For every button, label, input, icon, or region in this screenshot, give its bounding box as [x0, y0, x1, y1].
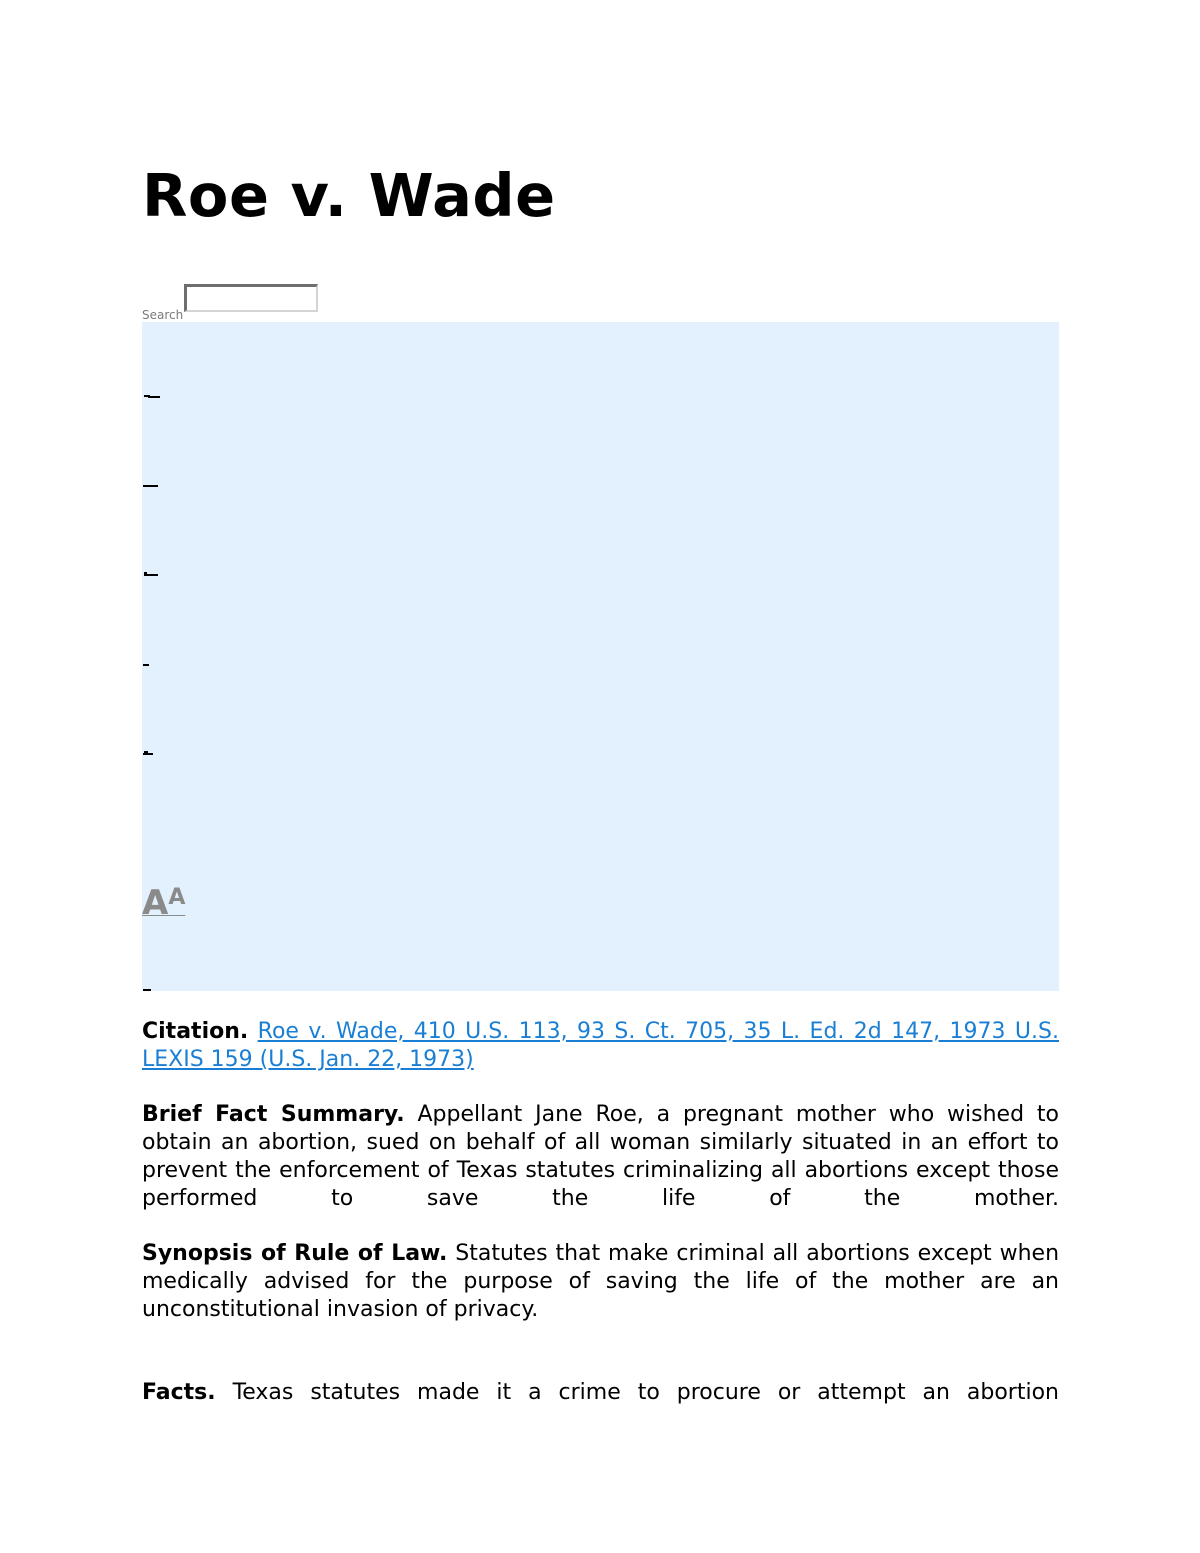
- citation-link[interactable]: Roe v. Wade, 410 U.S. 113, 93 S. Ct. 705, 35 L. Ed. 2d 147, 1973 U.S. LEXIS 159 (U.S. Jan. 22, 1973): [142, 1019, 1059, 1072]
- page-title: Roe v. Wade: [142, 161, 556, 230]
- brief-fact-summary-paragraph: [142, 1101, 1059, 1213]
- toolbar-panel: [142, 322, 1059, 991]
- font-size-icon[interactable]: [142, 878, 185, 929]
- search-label: Search: [142, 308, 184, 322]
- facts-paragraph: [142, 1379, 1059, 1407]
- citation-paragraph: [142, 1018, 1059, 1074]
- synopsis-paragraph: [142, 1240, 1059, 1324]
- font-size-small-glyph: A: [168, 885, 186, 910]
- citation-label: Citation.: [142, 1019, 249, 1044]
- search-input[interactable]: [184, 284, 318, 312]
- synopsis-text: Statutes that make criminal all abortions except when medically advised for the purpose of saving the life of the mother are an unconstitutional invasion of privacy.: [142, 1241, 1060, 1322]
- case-brief: [142, 1018, 1059, 1407]
- synopsis-label: Synopsis of Rule of Law.: [142, 1241, 448, 1266]
- brief-fact-summary-label: Brief Fact Summary.: [142, 1102, 405, 1127]
- facts-label: Facts.: [142, 1380, 216, 1405]
- brief-fact-summary-text: Appellant Jane Roe, a pregnant mother who wished to obtain an abortion, sued on behalf of all woman similarly situated in an effort to prevent the enforcement of Texas statutes criminalizing all abortions except those performed to save the life of the mother.: [142, 1102, 1059, 1211]
- facts-text: Texas statutes made it a crime to procure or attempt an abortion: [232, 1380, 1059, 1405]
- font-size-large-glyph: A: [142, 883, 169, 923]
